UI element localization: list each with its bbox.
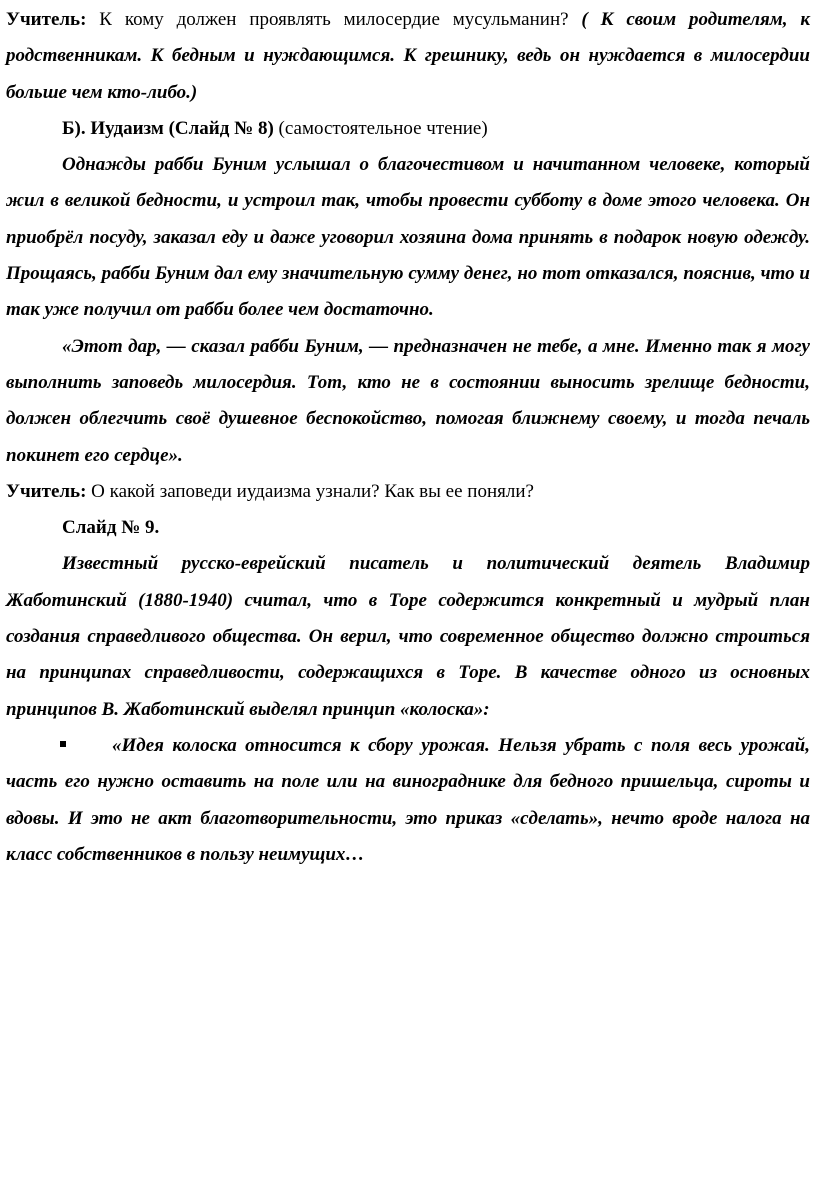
bullet-text: «Идея колоска относится к сбору урожая. Нельзя убрать с поля весь урожай, часть его нужно оставить на поле или на винограднике для бедного пришельца, сироты и вдовы. И это не акт благотворительности, это приказ «сделать», нечто вроде налога на класс собственников в пользу неимущих… <box>6 734 810 865</box>
square-bullet-icon <box>60 741 66 747</box>
bullet-item <box>6 728 810 873</box>
question-text: К кому должен проявлять милосердие мусульманин? <box>86 9 582 30</box>
story-paragraph-1: Однажды рабби Буним услышал о благочестивом и начитанном человеке, который жил в великой бедности, и устроил так, чтобы провести субботу в доме этого человека. Он приобрёл посуду, заказал еду и даже уговорил хозяина дома принять в подарок новую одежду. Прощаясь, рабби Буним дал ему значительную сумму денег, но тот отказался, пояснив, что и так уже получил от рабби более чем достаточно. <box>6 154 810 321</box>
teacher-question-1 <box>6 2 810 111</box>
slide-heading: Слайд № 9. <box>62 517 160 539</box>
jabotinsky-paragraph: Известный русско-еврейский писатель и политический деятель Владимир Жаботинский (1880-1940) считал, что в Торе содержится конкретный и мудрый план создания справедливого общества. Он верил, что современное общество должно строиться на принципах справедливости, содержащихся в Торе. В качестве одного из основных принципов В. Жаботинский выделял принцип «колоска»: <box>6 553 810 720</box>
question-text: О какой заповеди иудаизма узнали? Как вы ее поняли? <box>86 480 534 502</box>
speaker-label: Учитель: <box>6 9 87 30</box>
teacher-question-2 <box>6 474 810 510</box>
answer-text: ( К своим родителям, к родственникам. К бедным и нуждающимся. К грешнику, ведь он нуждается в милосердии больше чем кто-либо.) <box>6 9 810 103</box>
section-heading-judaism <box>6 111 810 147</box>
speaker-label: Учитель: <box>6 480 87 502</box>
story-paragraph-2: «Этот дар, — сказал рабби Буним, — предназначен не тебе, а мне. Именно так я могу выполнить заповедь милосердия. Тот, кто не в состоянии выносить зрелище бедности, должен облегчить своё душевное беспокойство, помогая ближнему своему, и тогда печаль покинет его сердце». <box>6 335 810 466</box>
heading-title: Б). Иудаизм (Слайд № 8) <box>62 117 274 139</box>
heading-note: (самостоятельное чтение) <box>273 117 488 139</box>
